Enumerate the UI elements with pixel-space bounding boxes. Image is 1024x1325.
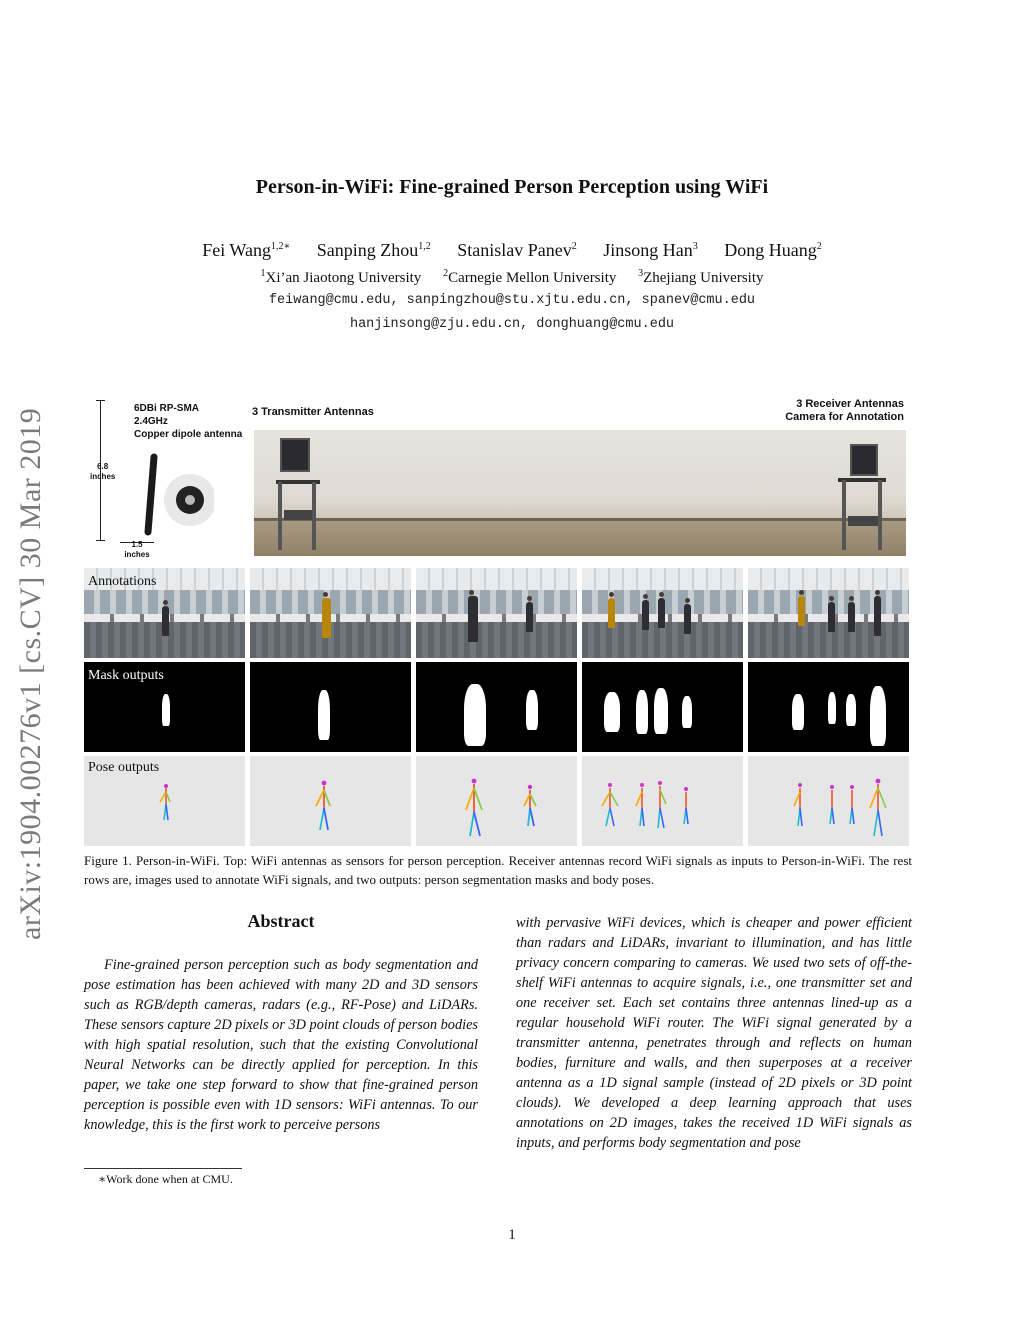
room-panorama <box>254 430 906 556</box>
page-number: 1 <box>508 1227 516 1243</box>
abstract-heading: Abstract <box>247 911 315 931</box>
receiver-monitor <box>850 444 878 476</box>
pose-skeleton <box>748 756 909 846</box>
receiver-label: 3 Receiver Antennas Camera for Annotation <box>785 398 904 423</box>
pose-skeleton <box>416 756 577 846</box>
figure-1 <box>84 392 912 846</box>
pose-skeleton <box>582 756 743 846</box>
pose-output <box>582 756 743 846</box>
author-list <box>0 240 1024 261</box>
annotation-image <box>416 568 577 658</box>
author: Dong Huang$^2$ <box>724 240 822 260</box>
author: Sanping Zhou$^{1,2}$ <box>316 240 431 260</box>
width-label: 1.5 inches <box>124 540 150 559</box>
mask-output <box>748 662 909 752</box>
pose-skeleton <box>250 756 411 846</box>
abstract-right-column: with pervasive WiFi devices, which is cheaper and power efficient than radars and LiDARs, invariant to illumination, and has little privacy concern comparing to cameras. We used two sets of off-the-shelf WiFi antennas to acquire signals, i.e., one transmitter set and one receiver set. Each set contains three antennas lined-up as a regular household WiFi router. The WiFi signal generated by a transmitter antenna, penetrates through and reflects on human bodies, furniture and walls, and then superposes at a receiver antenna as a 1D signal sample (instead of 2D pixels or 3D point clouds). We developed a deep learning approach that uses annotations on 2D images, takes the received 1D WiFi signals as inputs, and performs body segmentation and pose <box>516 915 912 1151</box>
footnote-rule <box>84 1168 242 1169</box>
annotation-image <box>582 568 743 658</box>
affiliation: $^3$Zhejiang University <box>638 268 764 286</box>
transmitter-monitor <box>280 438 310 472</box>
arxiv-stamp: arXiv:1904.00276v1 [cs.CV] 30 Mar 2019 <box>14 407 47 940</box>
mask-output <box>416 662 577 752</box>
pose-output <box>416 756 577 846</box>
affiliation: $^2$Carnegie Mellon University <box>443 268 617 286</box>
mask-output <box>250 662 411 752</box>
email-line-2: hanjinsong@zju.edu.cn, donghuang@cmu.edu <box>349 317 675 332</box>
affiliation: $^1$Xi’an Jiaotong University <box>260 268 422 286</box>
annotation-image <box>748 568 909 658</box>
pose-output <box>250 756 411 846</box>
row-label-pose-outputs: Pose outputs <box>88 760 160 775</box>
author: Fei Wang$^{1,2∗}$ <box>202 240 291 260</box>
author: Stanislav Panev$^2$ <box>457 240 577 260</box>
paper-title: Person-in-WiFi: Fine-grained Person Perception using WiFi <box>255 176 769 198</box>
pose-output <box>748 756 909 846</box>
annotation-image <box>250 568 411 658</box>
row-label-mask-outputs: Mask outputs <box>88 668 164 683</box>
mask-output <box>582 662 743 752</box>
height-label: 6.8 inches <box>90 462 116 481</box>
transmitter-label: 3 Transmitter Antennas <box>252 406 374 418</box>
footnote: ∗Work done when at CMU. <box>98 1172 233 1186</box>
antenna-icon <box>114 452 214 547</box>
antenna-spec: 6DBi RP-SMA 2.4GHz Copper dipole antenna <box>134 403 243 440</box>
email-line-1: feiwang@cmu.edu, sanpingzhou@stu.xjtu.edu.cn, spanev@cmu.edu <box>268 293 756 308</box>
figure-caption: Figure 1. Person-in-WiFi. Top: WiFi antennas as sensors for person perception. Receiver antennas record WiFi signals as inputs to Person-in-WiFi. The rest rows are, images used to annotate WiFi signals, and two outputs: person segmentation masks and body poses. <box>84 853 912 887</box>
row-label-annotations: Annotations <box>88 574 157 589</box>
affiliation-list <box>0 268 1024 287</box>
abstract-left-column: Fine-grained person perception such as body segmentation and pose estimation has been achieved with many 2D and 3D sensors such as RGB/depth cameras, radars (e.g., RF-Pose) and LiDARs. These sensors capture 2D pixels or 3D point clouds of person bodies with high spatial resolution, such that the existing Convolutional Neural Networks can be directly applied for perception. In this paper, we take one step forward to show that fine-grained person perception is possible even with 1D sensors: WiFi antennas. To our knowledge, this is the first work to perceive persons <box>84 957 478 1133</box>
author: Jinsong Han$^3$ <box>603 240 698 260</box>
